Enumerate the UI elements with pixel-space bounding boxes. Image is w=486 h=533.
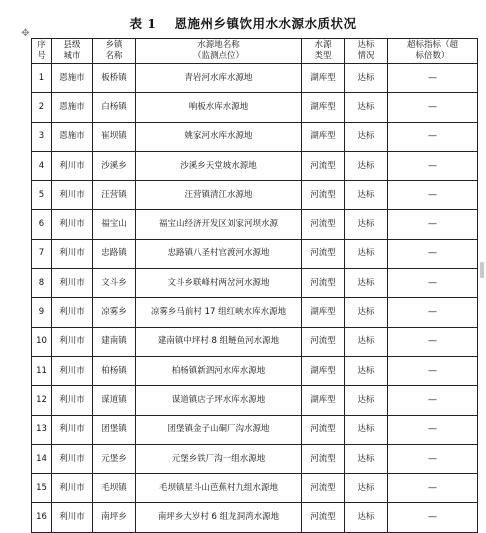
cell-seq: 1 <box>32 64 52 93</box>
column-header-line: 县级 <box>63 40 81 50</box>
cell-source: 忠路镇八圣村官渡河水源地 <box>136 239 302 268</box>
cell-status: 达标 <box>345 444 388 473</box>
cell-town: 团堡镇 <box>93 415 136 444</box>
cell-source: 南坪乡大岁村 6 组龙洞湾水源地 <box>136 503 302 532</box>
column-header-county <box>52 39 93 64</box>
cell-type: 湖库型 <box>302 298 345 327</box>
cell-source: 福宝山经济开发区刘家河坝水源 <box>136 210 302 239</box>
table-row <box>32 386 478 415</box>
table-row <box>32 356 478 385</box>
cell-seq: 16 <box>32 503 52 532</box>
cell-town: 柏杨镇 <box>93 356 136 385</box>
cell-county: 恩施市 <box>52 64 93 93</box>
cell-exceed: — <box>388 93 478 122</box>
cell-town: 南坪乡 <box>93 503 136 532</box>
column-header-source <box>136 39 302 64</box>
cell-exceed: — <box>388 210 478 239</box>
table-row <box>32 269 478 298</box>
cell-exceed: — <box>388 444 478 473</box>
cell-seq: 9 <box>32 298 52 327</box>
cell-source: 毛坝镇星斗山芭蕉村九组水源地 <box>136 474 302 503</box>
table-row <box>32 327 478 356</box>
column-header-status <box>345 39 388 64</box>
cell-seq: 13 <box>32 415 52 444</box>
cell-status: 达标 <box>345 210 388 239</box>
cell-source: 团堡镇金子山硐厂沟水源地 <box>136 415 302 444</box>
cell-county: 利川市 <box>52 298 93 327</box>
table-title-text: 恩施州乡镇饮用水水源水质状况 <box>174 16 357 31</box>
cell-exceed: — <box>388 239 478 268</box>
water-quality-table <box>31 38 478 533</box>
cell-status: 达标 <box>345 386 388 415</box>
cell-seq: 8 <box>32 269 52 298</box>
cell-type: 河流型 <box>302 503 345 532</box>
column-header-seq <box>32 39 52 64</box>
cell-town: 沙溪乡 <box>93 151 136 180</box>
cell-exceed: — <box>388 503 478 532</box>
table-row <box>32 239 478 268</box>
cell-exceed: — <box>388 181 478 210</box>
cell-type: 湖库型 <box>302 64 345 93</box>
cell-source: 建南镇中坪村 8 组鲢鱼河水源地 <box>136 327 302 356</box>
cell-status: 达标 <box>345 269 388 298</box>
four-way-arrow-icon[interactable]: ✥ <box>21 28 30 39</box>
column-header-line: 序 <box>37 40 46 50</box>
resize-handle-icon[interactable] <box>480 262 484 278</box>
cell-type: 河流型 <box>302 327 345 356</box>
cell-county: 利川市 <box>52 444 93 473</box>
cell-status: 达标 <box>345 356 388 385</box>
table-row <box>32 64 478 93</box>
cell-county: 利川市 <box>52 210 93 239</box>
cell-type: 河流型 <box>302 151 345 180</box>
column-header-line: 水源 <box>314 40 332 50</box>
column-header-line: 名称 <box>105 51 123 61</box>
cell-type: 河流型 <box>302 239 345 268</box>
cell-county: 利川市 <box>52 327 93 356</box>
cell-source: 姚家河水库水源地 <box>136 122 302 151</box>
cell-town: 凉雾乡 <box>93 298 136 327</box>
cell-county: 利川市 <box>52 415 93 444</box>
table-row <box>32 122 478 151</box>
table-row <box>32 93 478 122</box>
cell-source: 响板水库水源地 <box>136 93 302 122</box>
column-header-type <box>302 39 345 64</box>
table-number: 表 1 <box>129 16 157 31</box>
cell-county: 恩施市 <box>52 93 93 122</box>
table-row <box>32 151 478 180</box>
cell-exceed: — <box>388 64 478 93</box>
cell-source: 元堡乡铁厂沟一组水源地 <box>136 444 302 473</box>
cell-type: 河流型 <box>302 181 345 210</box>
cell-exceed: — <box>388 327 478 356</box>
cell-type: 河流型 <box>302 474 345 503</box>
column-header-line: 水源地名称 <box>197 40 240 50</box>
cell-status: 达标 <box>345 327 388 356</box>
cell-town: 谋道镇 <box>93 386 136 415</box>
cell-town: 崔坝镇 <box>93 122 136 151</box>
cell-exceed: — <box>388 269 478 298</box>
cell-county: 利川市 <box>52 181 93 210</box>
cell-exceed: — <box>388 386 478 415</box>
cell-status: 达标 <box>345 503 388 532</box>
cell-type: 湖库型 <box>302 122 345 151</box>
column-header-line: 超标指标（超 <box>406 40 458 50</box>
cell-county: 利川市 <box>52 239 93 268</box>
cell-town: 元堡乡 <box>93 444 136 473</box>
cell-county: 利川市 <box>52 151 93 180</box>
cell-status: 达标 <box>345 122 388 151</box>
cell-status: 达标 <box>345 181 388 210</box>
table-row <box>32 210 478 239</box>
header-row <box>32 39 478 64</box>
table-row <box>32 503 478 532</box>
cell-exceed: — <box>388 122 478 151</box>
document-title <box>0 14 486 32</box>
cell-town: 福宝山 <box>93 210 136 239</box>
cell-source: 柏杨镇新泗河水库水源地 <box>136 356 302 385</box>
cell-seq: 11 <box>32 356 52 385</box>
cell-source: 青岩河水库水源地 <box>136 64 302 93</box>
cell-seq: 5 <box>32 181 52 210</box>
table-row <box>32 415 478 444</box>
column-header-line: （监测点位） <box>192 51 244 61</box>
cell-town: 文斗乡 <box>93 269 136 298</box>
column-header-exceed <box>388 39 478 64</box>
cell-town: 汪营镇 <box>93 181 136 210</box>
table-row <box>32 181 478 210</box>
cell-type: 湖库型 <box>302 356 345 385</box>
cell-type: 河流型 <box>302 444 345 473</box>
cell-seq: 10 <box>32 327 52 356</box>
cell-county: 恩施市 <box>52 122 93 151</box>
table-row <box>32 474 478 503</box>
table-header <box>32 39 478 64</box>
cell-exceed: — <box>388 415 478 444</box>
cell-status: 达标 <box>345 64 388 93</box>
cell-status: 达标 <box>345 93 388 122</box>
cell-exceed: — <box>388 151 478 180</box>
cell-seq: 7 <box>32 239 52 268</box>
cell-town: 忠路镇 <box>93 239 136 268</box>
column-header-line: 乡镇 <box>105 40 123 50</box>
cell-seq: 3 <box>32 122 52 151</box>
column-header-line: 情况 <box>357 51 375 61</box>
cell-type: 湖库型 <box>302 93 345 122</box>
cell-source: 沙溪乡天堂坡水源地 <box>136 151 302 180</box>
cell-exceed: — <box>388 474 478 503</box>
table-row <box>32 444 478 473</box>
cell-county: 利川市 <box>52 269 93 298</box>
cell-type: 河流型 <box>302 415 345 444</box>
cell-type: 河流型 <box>302 210 345 239</box>
column-header-line: 达标 <box>357 40 375 50</box>
cell-source: 谋道镇店子坪水库水源地 <box>136 386 302 415</box>
cell-exceed: — <box>388 298 478 327</box>
cell-county: 利川市 <box>52 503 93 532</box>
cell-county: 利川市 <box>52 474 93 503</box>
column-header-line: 号 <box>37 51 46 61</box>
cell-seq: 4 <box>32 151 52 180</box>
cell-county: 利川市 <box>52 386 93 415</box>
cell-status: 达标 <box>345 415 388 444</box>
cell-town: 板桥镇 <box>93 64 136 93</box>
cell-source: 汪营镇清江水源地 <box>136 181 302 210</box>
cell-town: 白杨镇 <box>93 93 136 122</box>
cell-seq: 14 <box>32 444 52 473</box>
cell-type: 湖库型 <box>302 386 345 415</box>
cell-status: 达标 <box>345 151 388 180</box>
column-header-line: 标倍数） <box>415 51 450 61</box>
cell-seq: 2 <box>32 93 52 122</box>
cell-town: 毛坝镇 <box>93 474 136 503</box>
table-row <box>32 298 478 327</box>
cell-status: 达标 <box>345 298 388 327</box>
cell-seq: 6 <box>32 210 52 239</box>
cell-source: 文斗乡联峰村两岔河水源地 <box>136 269 302 298</box>
cell-town: 建南镇 <box>93 327 136 356</box>
cell-exceed: — <box>388 356 478 385</box>
cell-seq: 15 <box>32 474 52 503</box>
table-body <box>32 64 478 533</box>
column-header-town <box>93 39 136 64</box>
cell-status: 达标 <box>345 239 388 268</box>
cell-county: 利川市 <box>52 356 93 385</box>
cell-source: 凉雾乡马前村 17 组红峡水库水源地 <box>136 298 302 327</box>
column-header-line: 类型 <box>314 51 332 61</box>
column-header-line: 城市 <box>63 51 81 61</box>
cell-status: 达标 <box>345 474 388 503</box>
cell-seq: 12 <box>32 386 52 415</box>
cell-type: 河流型 <box>302 269 345 298</box>
